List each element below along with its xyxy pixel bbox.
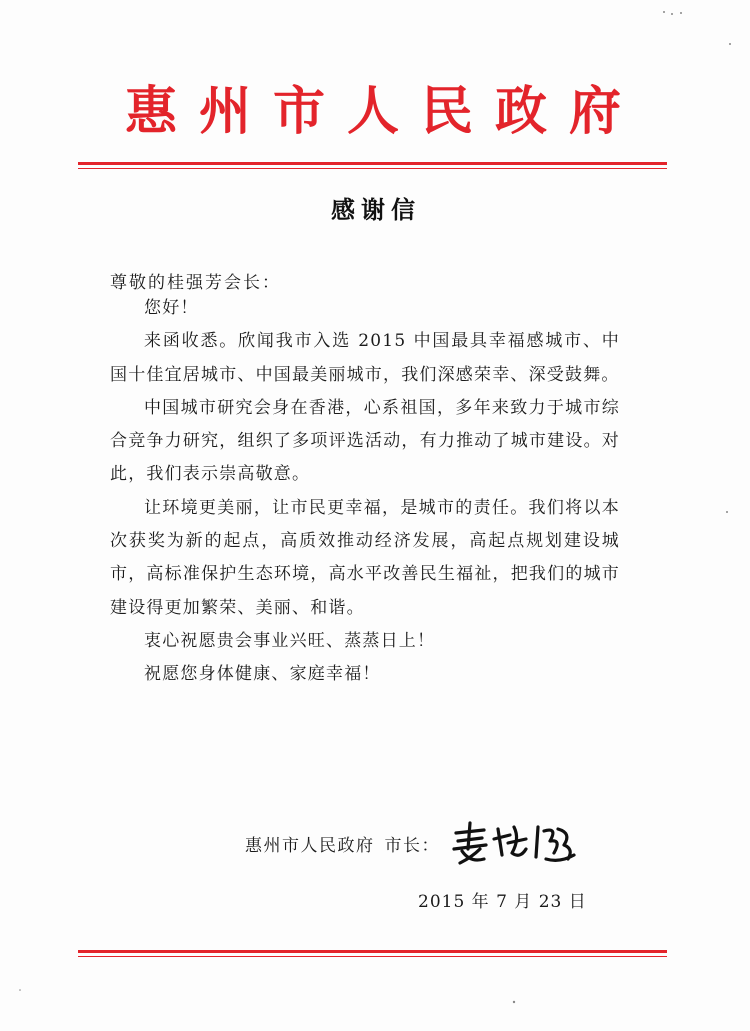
letter-title: 感谢信 xyxy=(331,195,421,224)
letter-date: 2015 年 7 月 23 日 xyxy=(418,892,587,912)
signer-role: 市长： xyxy=(384,835,440,856)
paragraph: 祝愿您身体健康、家庭幸福！ xyxy=(144,664,381,685)
letterhead-title: 惠州市人民政府 xyxy=(124,81,643,142)
paragraph: 中国城市研究会身在香港，心系祖国，多年来致力于城市综合竞争力研究，组织了多项评选活动，有力推动了城市建设。对此，我们表示崇高敬意。 xyxy=(110,397,620,485)
letter-body xyxy=(110,292,620,692)
paragraph-greeting: 您好！ xyxy=(144,298,199,318)
paragraph: 让环境更美丽，让市民更幸福，是城市的责任。我们将以本次获奖为新的起点，高质效推动经济发展，高起点规划建设城市，高标准保护生态环境，高水平改善民生福祉，把我们的城市建设得更加繁荣、美丽、和谐。 xyxy=(110,497,620,618)
signature-block xyxy=(245,818,580,868)
paragraph: 来函收悉。欣闻我市入选 2015 中国最具幸福感城市、中国十佳宜居城市、中国最美丽城市，我们深感荣幸、深受鼓舞。 xyxy=(110,331,620,385)
handwritten-signature xyxy=(450,819,580,867)
letterhead-rule xyxy=(78,162,667,169)
salutation: 尊敬的桂强芳会长： xyxy=(110,273,281,293)
footer-rule xyxy=(78,950,667,957)
signing-organization: 惠州市人民政府 xyxy=(245,835,375,856)
paragraph: 衷心祝愿贵会事业兴旺、蒸蒸日上！ xyxy=(144,630,436,651)
